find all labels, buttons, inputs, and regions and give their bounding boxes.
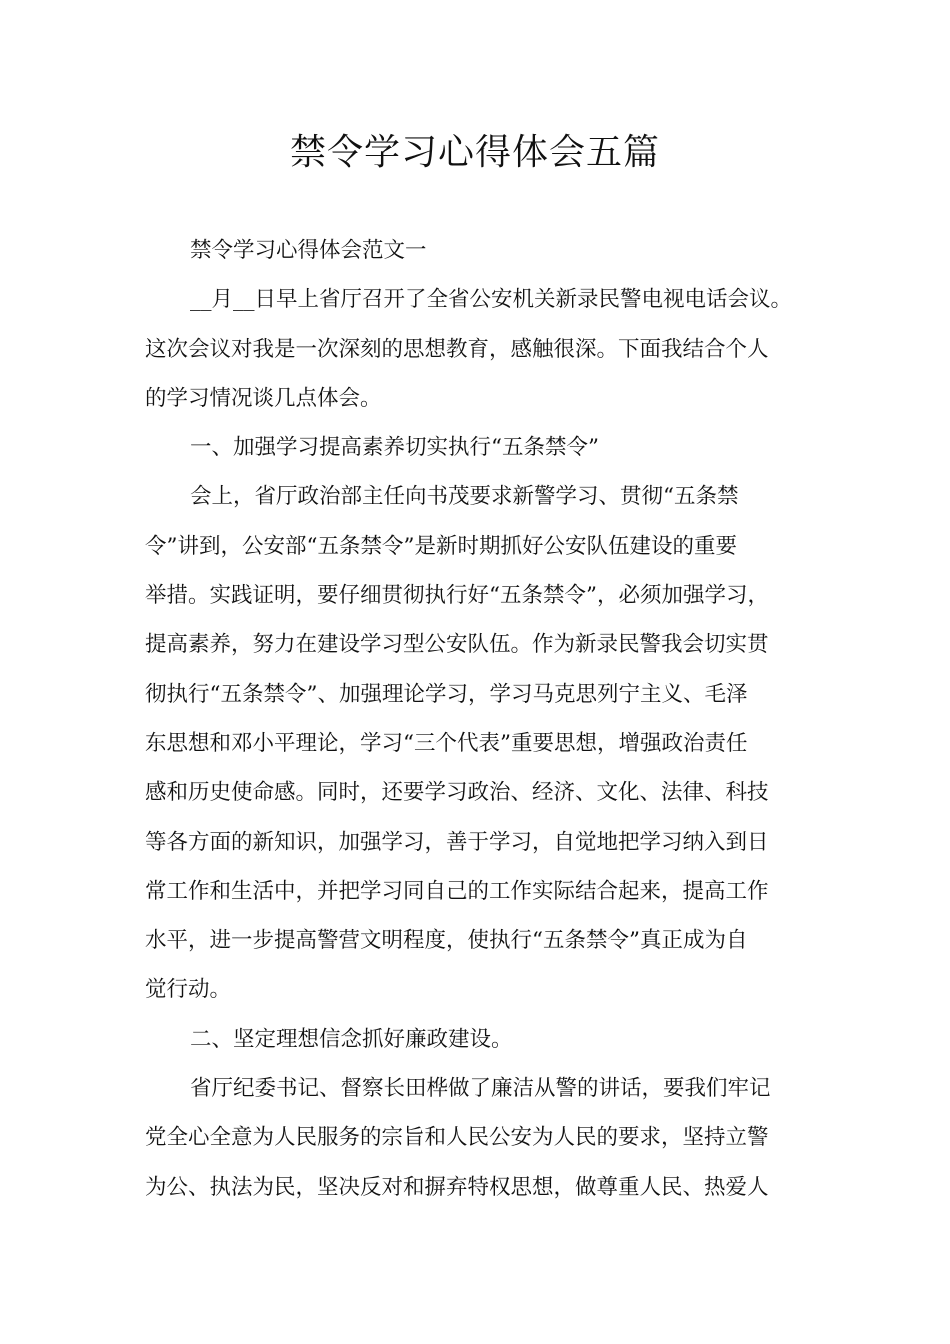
section-heading: 一、加强学习提高素养切实执行“五条禁令” — [190, 435, 599, 461]
paragraph-line: 党全心全意为人民服务的宗旨和人民公安为人民的要求，坚持立警 — [145, 1125, 769, 1151]
paragraph-line: 感和历史使命感。同时，还要学习政治、经济、文化、法律、科技 — [145, 780, 769, 806]
paragraph-line: 常工作和生活中，并把学习同自己的工作实际结合起来，提高工作 — [145, 878, 769, 904]
paragraph-line: 东思想和邓小平理论，学习“三个代表”重要思想，增强政治责任 — [145, 730, 748, 756]
paragraph-line: 这次会议对我是一次深刻的思想教育，感触很深。下面我结合个人 — [145, 336, 769, 362]
paragraph-line: 会上，省厅政治部主任向书茂要求新警学习、贯彻“五条禁 — [190, 484, 739, 510]
paragraph-line: 等各方面的新知识，加强学习，善于学习，自觉地把学习纳入到日 — [145, 829, 769, 855]
subtitle-line: 禁令学习心得体会范文一 — [190, 238, 427, 263]
paragraph-line: 省厅纪委书记、督察长田桦做了廉洁从警的讲话，要我们牢记 — [190, 1076, 771, 1102]
paragraph-line: 为公、执法为民，坚决反对和摒弃特权思想，做尊重人民、热爱人 — [145, 1174, 769, 1200]
paragraph-line: 彻执行“五条禁令”、加强理论学习，学习马克思列宁主义、毛泽 — [145, 681, 748, 707]
paragraph-line: 觉行动。 — [145, 977, 232, 1003]
paragraph-line: 举措。实践证明，要仔细贯彻执行好“五条禁令”，必须加强学习， — [145, 583, 769, 609]
section-heading: 二、坚定理想信念抓好廉政建设。 — [190, 1026, 513, 1052]
document-title: 禁令学习心得体会五篇 — [289, 132, 660, 173]
paragraph-line: 水平，进一步提高警营文明程度，使执行“五条禁令”真正成为自 — [145, 928, 748, 954]
paragraph-line: 提高素养，努力在建设学习型公安队伍。作为新录民警我会切实贯 — [145, 632, 769, 658]
document-body — [145, 226, 815, 1212]
paragraph-line: 的学习情况谈几点体会。 — [145, 385, 382, 411]
paragraph-line: 令”讲到，公安部“五条禁令”是新时期抓好公安队伍建设的重要 — [145, 533, 737, 559]
paragraph-line: __月__日早上省厅召开了全省公安机关新录民警电视电话会议。 — [190, 287, 793, 313]
